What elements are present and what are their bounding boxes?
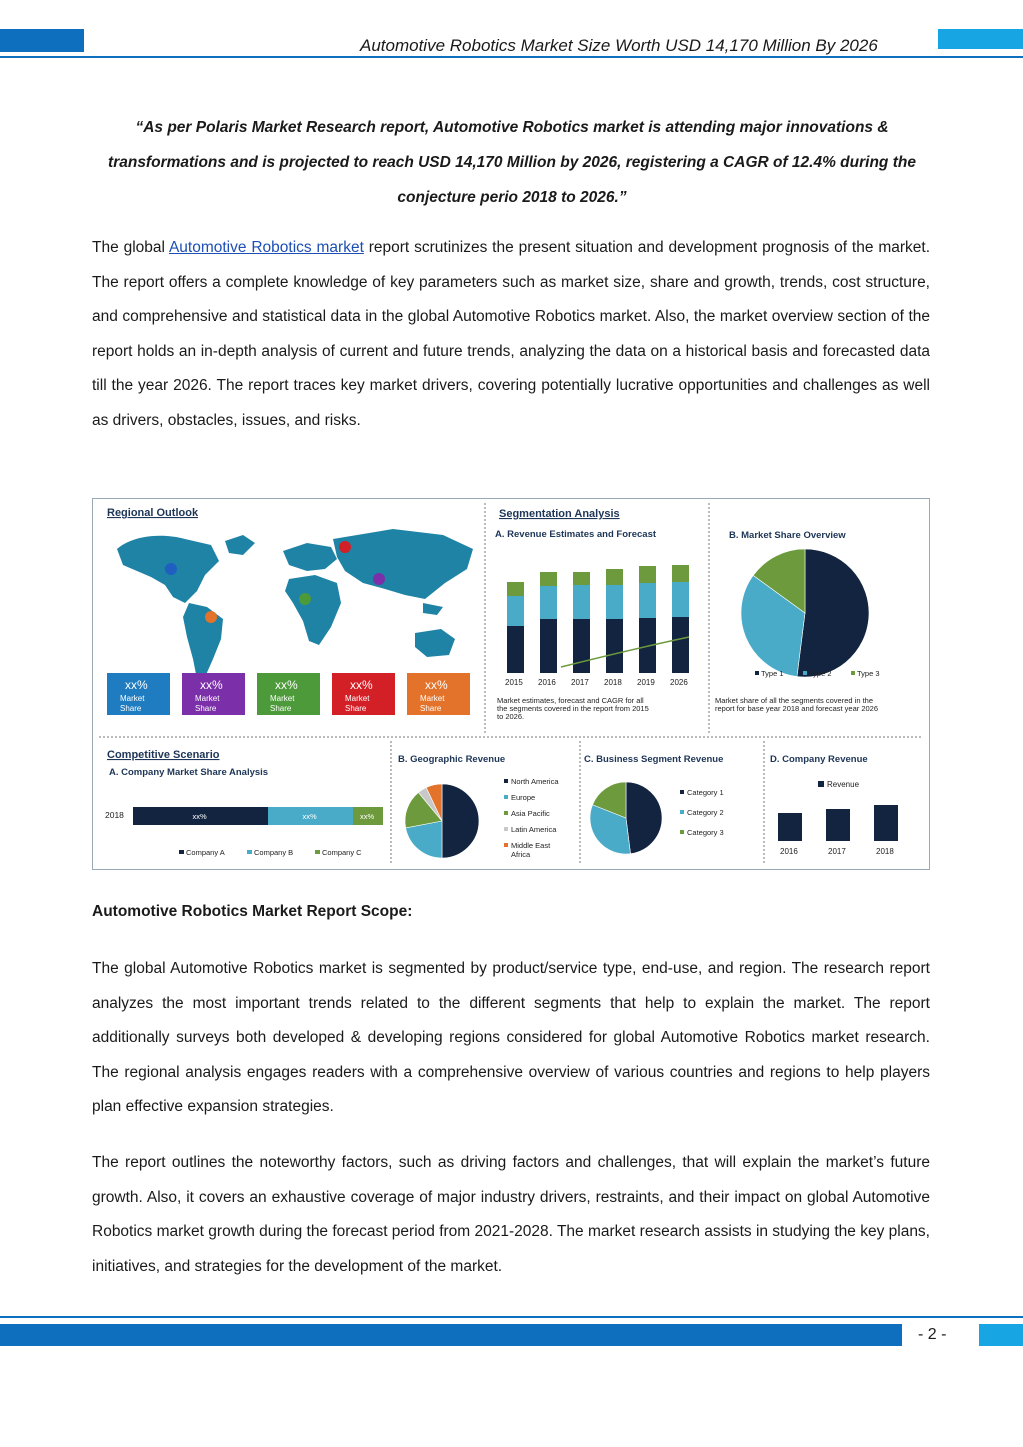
legend-label: Category 2 [687, 808, 724, 817]
company-share-label: xx% [360, 812, 375, 821]
legend-label: Type 2 [809, 669, 832, 678]
seg-a-note-line: Market estimates, forecast and CAGR for all [497, 696, 644, 705]
legend-label: Africa [511, 850, 531, 859]
legend-swatch [851, 671, 855, 675]
competitive-year: 2018 [105, 810, 124, 820]
segmentation-title: Segmentation Analysis [499, 508, 620, 520]
business-legend [680, 788, 724, 837]
seg-a-note-line: to 2026. [497, 712, 525, 721]
legend-swatch [179, 850, 184, 854]
revenue-x-tick: 2016 [538, 678, 556, 687]
legend-label: Company A [186, 848, 225, 857]
header-accent-right [938, 29, 1023, 49]
region-card-label: Market [120, 694, 145, 703]
europe-shape [283, 543, 337, 571]
regional-title: Regional Outlook [107, 507, 199, 519]
seg-a-title: A. Revenue Estimates and Forecast [495, 529, 657, 540]
pie-slice [442, 784, 479, 858]
africa-shape [285, 575, 341, 645]
legend-label: Type 1 [761, 669, 784, 678]
footer-bar [0, 1324, 902, 1346]
revenue-bar-segment [639, 566, 656, 583]
revenue-bar-segment [507, 626, 524, 673]
legend-swatch [504, 795, 508, 799]
region-card-label: Market [195, 694, 220, 703]
pin-asia [373, 573, 385, 585]
company-share-label: xx% [192, 812, 207, 821]
revenue-bar-segment [606, 619, 623, 673]
legend-swatch [504, 779, 508, 783]
region-card-value: xx% [425, 678, 448, 692]
legend-label: Europe [511, 793, 536, 802]
legend-swatch [803, 671, 807, 675]
revenue-bar-segment [573, 619, 590, 673]
revenue-x-tick: 2017 [571, 678, 589, 687]
revenue-bar-segment [639, 583, 656, 618]
market-infographic [92, 498, 930, 870]
asia-shape [333, 529, 473, 599]
legend-label: Category 1 [687, 788, 724, 797]
company-revenue-bar [778, 813, 802, 841]
region-card-value: xx% [125, 678, 148, 692]
legend-swatch [504, 827, 508, 831]
highlight-quote: “As per Polaris Market Research report, Automotive Robotics market is attending major innovations & transformations and is projected to reach USD 14,170 Million by 2026, registering a CAGR of 12.4% during the conjecture perio 2018 to 2026.” [108, 119, 916, 206]
intro-prefix: The global [92, 239, 169, 256]
company-share-label: xx% [302, 812, 317, 821]
revenue-bar-segment [672, 565, 689, 582]
region-card-label: Market [270, 694, 295, 703]
market-share-pie [741, 549, 869, 677]
pin-north-america [165, 563, 177, 575]
greenland-shape [225, 535, 255, 555]
australia-shape [415, 629, 455, 657]
revenue-bar-segment [672, 582, 689, 617]
scope-paragraph-1: The global Automotive Robotics market is segmented by product/service type, end-use, and region. The research report analyzes the most important trends related to the different segments that help to explain the market. The report additionally surveys both developed & developing regions considered for global Automotive Robotics market research. The regional analysis engages readers with a comprehensive overview of various countries and regions to help players plan effective expansion strategies. [92, 960, 930, 1116]
footer-accent-right [979, 1324, 1023, 1346]
geo-title: B. Geographic Revenue [398, 754, 506, 765]
geographic-pie [405, 784, 479, 858]
region-card-label: Market [345, 694, 370, 703]
legend-swatch [680, 810, 684, 814]
footer-rule [0, 1316, 1023, 1318]
revenue-bar-segment [507, 596, 524, 626]
competitive-title: Competitive Scenario [107, 749, 220, 761]
region-card-label: Share [345, 704, 367, 713]
geographic-legend [504, 777, 559, 859]
company-revenue-x-tick: 2018 [876, 847, 894, 856]
market-report-link[interactable]: Automotive Robotics market [168, 239, 364, 256]
intro-paragraph [92, 231, 930, 439]
legend-label: North America [511, 777, 559, 786]
revenue-bar-segment [540, 572, 557, 586]
revenue-x-tick: 2026 [670, 678, 688, 687]
page-number: - 2 - [918, 1326, 947, 1343]
revenue-x-tick: 2015 [505, 678, 523, 687]
legend-swatch [504, 843, 508, 847]
scope-paragraph-2: The report outlines the noteworthy factors, such as driving factors and challenges, that will explain the market’s future growth. Also, it covers an exhaustive coverage of major industry drivers, restraints, and their impact on global Automotive Robotics market growth during the forecast period from 2021-2028. The market research assists in studying the key plans, initiatives, and strategies for the development of the market. [92, 1154, 930, 1275]
infographic-canvas [93, 499, 929, 869]
company-revenue-bar [874, 805, 898, 841]
region-card-label: Share [270, 704, 292, 713]
company-rev-title: D. Company Revenue [770, 754, 868, 765]
company-revenue-bar [826, 809, 850, 841]
header-accent-left [0, 29, 84, 52]
islands-shape [423, 603, 443, 615]
world-map [117, 529, 473, 679]
region-card-value: xx% [350, 678, 373, 692]
page-header-title: Automotive Robotics Market Size Worth USD 14,170 Million By 2026 [360, 36, 878, 55]
intro-body: report scrutinizes the present situation and development prognosis of the market. The report offers a complete knowledge of key parameters such as market size, share and growth, trends, cost structure, and comprehensive and statistical data in the global Automotive Robotics market. Also, the market overview section of the report holds an in-depth analysis of current and future trends, analyzing the data on a historical basis and forecasted data till the year 2026. The report traces key market drivers, covering potentially lucrative opportunities and challenges as well as drivers, obstacles, issues, and risks. [92, 239, 931, 429]
legend-swatch [755, 671, 759, 675]
company-share-legend [179, 848, 362, 857]
region-card-label: Share [120, 704, 142, 713]
company-revenue-x-tick: 2017 [828, 847, 846, 856]
company-revenue-chart [778, 805, 898, 856]
seg-a-note [497, 696, 649, 721]
region-card-label: Share [195, 704, 217, 713]
region-card-value: xx% [200, 678, 223, 692]
market-share-legend [755, 669, 880, 678]
region-card-label: Market [420, 694, 445, 703]
seg-b-note [715, 696, 878, 713]
legend-label: Company B [254, 848, 294, 857]
legend-swatch [504, 811, 508, 815]
revenue-bar-segment [672, 617, 689, 673]
seg-a-note-line: the segments covered in the report from 2015 [497, 704, 649, 713]
legend-swatch [680, 790, 684, 794]
scope-heading: Automotive Robotics Market Report Scope: [92, 903, 413, 920]
south-america-shape [183, 603, 223, 679]
pin-europe [339, 541, 351, 553]
legend-label: Company C [322, 848, 362, 857]
legend-swatch [315, 850, 320, 854]
legend-label: Middle East [511, 841, 551, 850]
legend-swatch [247, 850, 252, 854]
seg-b-note-line: Market share of all the segments covered in the [715, 696, 873, 705]
company-revenue-x-tick: 2016 [780, 847, 798, 856]
revenue-bar-segment [507, 582, 524, 596]
competitive-subtitle: A. Company Market Share Analysis [109, 767, 269, 778]
region-card-label: Share [420, 704, 442, 713]
pie-slice [797, 549, 869, 677]
seg-b-note-line: report for base year 2018 and forecast year 2026 [715, 704, 879, 713]
revenue-x-tick: 2018 [604, 678, 622, 687]
region-card-value: xx% [275, 678, 298, 692]
revenue-bar-segment [540, 586, 557, 619]
pie-slice [626, 782, 662, 854]
business-pie [590, 782, 662, 854]
revenue-bar-segment [606, 585, 623, 619]
legend-swatch [680, 830, 684, 834]
pin-south-america [205, 611, 217, 623]
revenue-bar-segment [540, 619, 557, 673]
company-rev-legend: Revenue [827, 780, 860, 789]
business-title: C. Business Segment Revenue [584, 754, 724, 765]
legend-label: Type 3 [857, 669, 880, 678]
pin-africa [299, 593, 311, 605]
revenue-bar-segment [606, 569, 623, 585]
revenue-bar-chart [505, 565, 689, 687]
seg-b-title: B. Market Share Overview [729, 530, 846, 541]
legend-label: Category 3 [687, 828, 724, 837]
legend-label: Latin America [511, 825, 557, 834]
region-cards [107, 673, 470, 715]
company-rev-legend-swatch [818, 781, 824, 787]
header-rule [0, 56, 1023, 58]
revenue-bar-segment [573, 585, 590, 619]
company-share-bar [133, 807, 383, 825]
revenue-x-tick: 2019 [637, 678, 655, 687]
legend-label: Asia Pacific [511, 809, 550, 818]
revenue-bar-segment [573, 572, 590, 585]
